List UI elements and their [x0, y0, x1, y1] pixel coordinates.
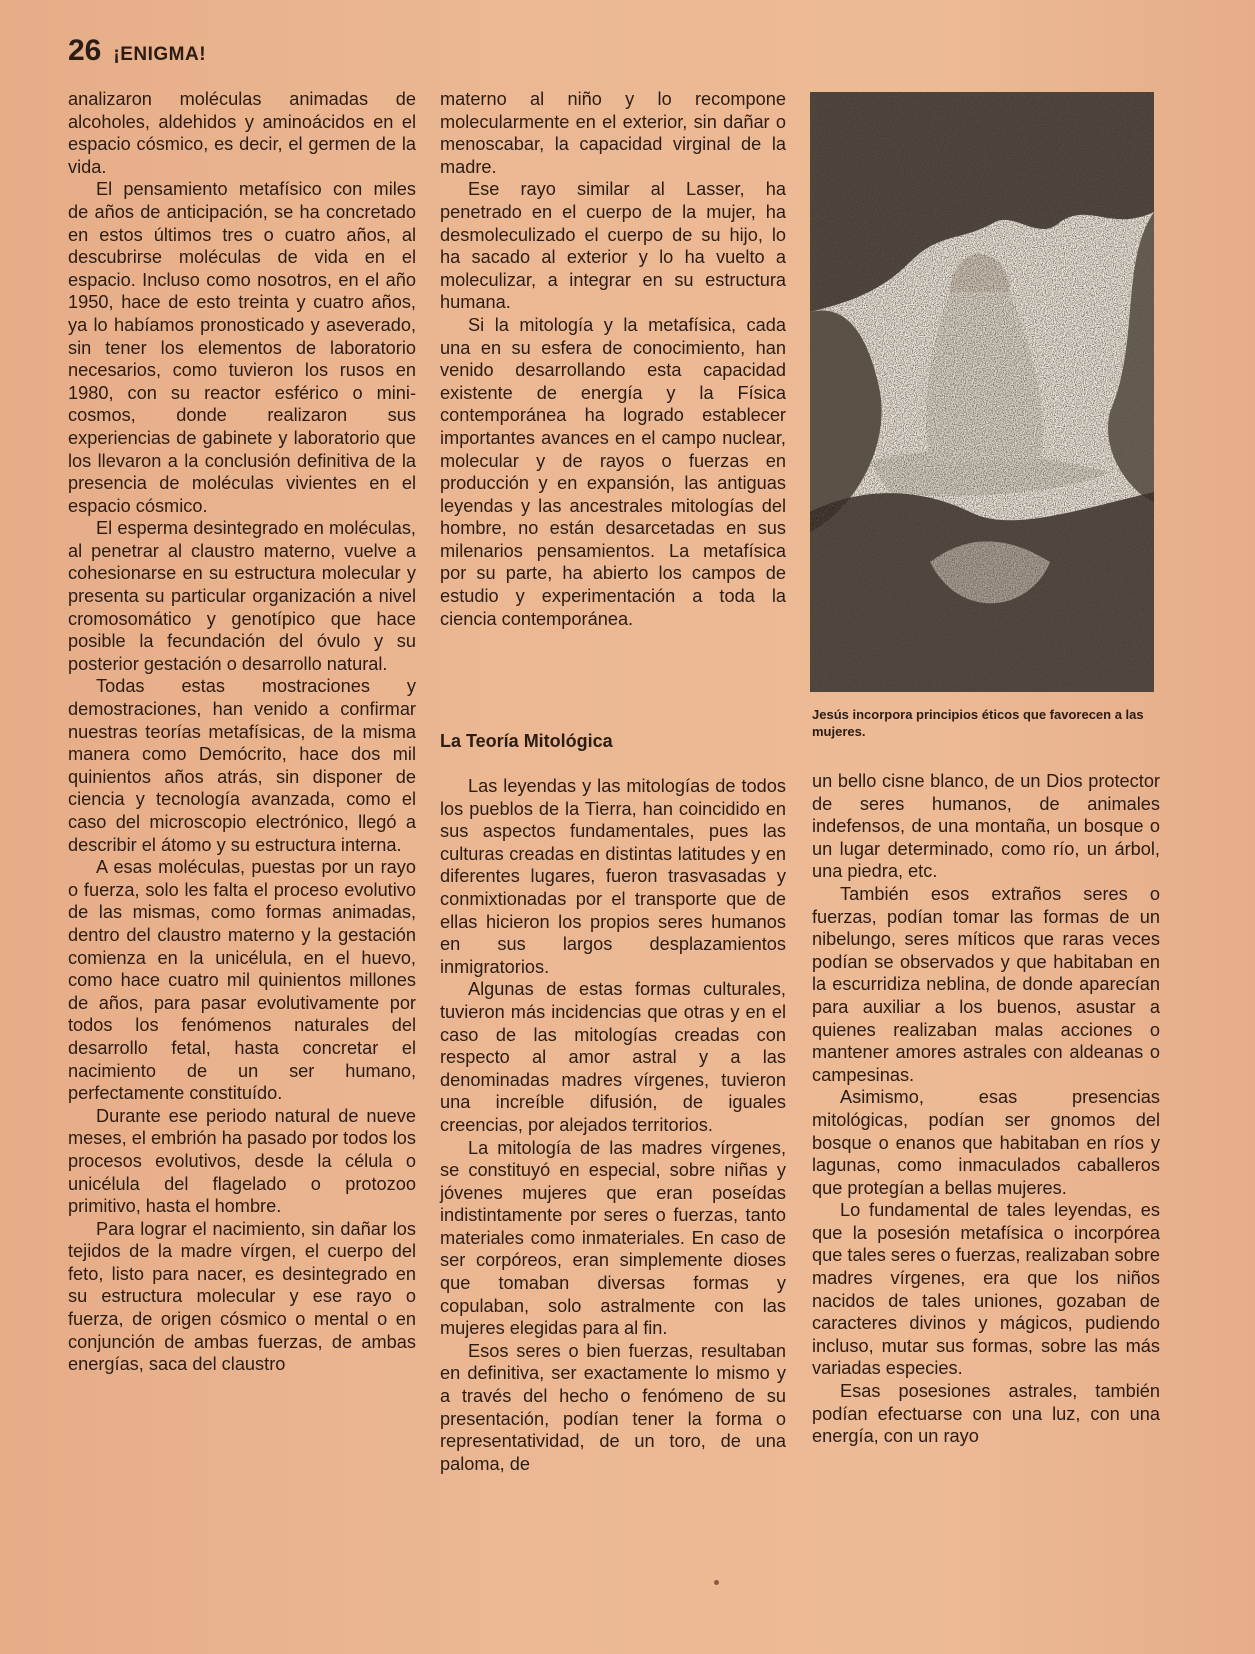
- paragraph: Todas estas mostraciones y demostraciones, han venido a confirmar nuestras teorías metafísicas, de la misma manera como Demócrito, hace dos mil quinientos años atrás, sin disponer de ciencia y tecnología avanzada, como el caso del microscopio electrónico, llegó a describir el átomo y su estructura interna.: [68, 676, 416, 855]
- photo-caption: Jesús incorpora principios éticos que favorecen a las mujeres.: [812, 707, 1144, 739]
- jesus-photo: [810, 92, 1154, 692]
- paragraph: Las leyendas y las mitologías de todos los pueblos de la Tierra, han coincidido en sus aspectos fundamentales, pues las culturas creadas en distintas latitudes y en diferentes lugares, fueron trasvasadas y conmixtionadas por el transporte que de ellas hicieron los propios seres humanos en sus largos desplazamientos inmigratorios.: [440, 776, 786, 977]
- paragraph: Si la mitología y la metafísica, cada una en su esfera de conocimiento, han venido desarrollando esta capacidad existente de energía y la Física contemporánea ha logrado establecer importantes avances en el campo nuclear, molecular y de rayos o fuerzas en producción y en expansión, las antiguas leyendas y las ancestrales mitologías del hombre, no están desarcetadas en sus milenarios pensamientos. La metafísica por su parte, ha abierto los campos de estudio y experimentación a toda la ciencia contemporánea.: [440, 314, 786, 629]
- paragraph: A esas moléculas, puestas por un rayo o fuerza, solo les falta el proceso evolutivo de las mismas, como formas animadas, dentro del claustro materno y la gestación comienza en la unicélula, en el huevo, como hace cuatro mil quinientos millones de años, para pasar evolutivamente por todos los fenómenos naturales del desarrollo fetal, hasta concretar el nacimiento de un ser humano, perfectamente constituído.: [68, 857, 416, 1104]
- magazine-name: ¡ENIGMA!: [113, 44, 207, 65]
- paragraph: Ese rayo similar al Lasser, ha penetrado en el cuerpo de la mujer, ha desmoleculizado el cuerpo de su hijo, lo ha sacado al exterior y lo ha vuelto a moleculizar, a integrar en su estructura humana.: [440, 179, 786, 313]
- photo-illustration: [810, 92, 1154, 692]
- paragraph: Para lograr el nacimiento, sin dañar los tejidos de la madre vírgen, el cuerpo del feto, listo para nacer, es desintegrado en su estructura molecular y ese rayo o fuerza, de origen cósmico o mental o en conjunción de ambas fuerzas, de ambas energías, saca del claustro: [68, 1218, 416, 1375]
- page-header: [68, 34, 206, 68]
- paragraph: Durante ese periodo natural de nueve meses, el embrión ha pasado por todos los procesos evolutivos, desde la célula o unicélula del flagelado o protozoo primitivo, hasta el hombre.: [68, 1105, 416, 1217]
- paragraph: Lo fundamental de tales leyendas, es que la posesión metafísica o incorpórea que tales seres o fuerzas, realizaban sobre madres vírgenes, era que los niños nacidos de tales uniones, gozaban de caracteres divinos y mágicos, pudiendo incluso, mutar sus formas, sobre las más variadas especies.: [812, 1200, 1160, 1379]
- page-number: 26: [68, 34, 102, 67]
- column-2-top: [440, 88, 786, 630]
- paragraph: También esos extraños seres o fuerzas, podían tomar las formas de un nibelungo, seres míticos que raras veces podían se observados y que habitaban en la escurridiza neblina, de donde aparecían para auxiliar a los buenos, asustar a quienes realizaban malas acciones o mantener amores astrales con aldeanas o campesinas.: [812, 883, 1160, 1085]
- paragraph: un bello cisne blanco, de un Dios protector de seres humanos, de animales indefensos, de una montaña, un bosque o un lugar determinado, como río, un árbol, una piedra, etc.: [812, 771, 1160, 882]
- section-heading: La Teoría Mitológica: [440, 731, 613, 751]
- paragraph: Esos seres o bien fuerzas, resultaban en definitiva, ser exactamente lo mismo y a través del hecho o fenómeno de su presentación, podían tener la forma o representatividad, de un toro, de una paloma, de: [440, 1340, 786, 1474]
- paragraph: Algunas de estas formas culturales, tuvieron más incidencias que otras y en el caso de las mitologías creadas con respecto al amor astral y a las denominadas madres vírgenes, tuvieron una increíble difusión, de iguales creencias, por alejados territorios.: [440, 979, 786, 1135]
- paragraph: Esas posesiones astrales, también podían efectuarse con una luz, con una energía, con un rayo: [812, 1381, 1160, 1447]
- paragraph: La mitología de las madres vírgenes, se constituyó en especial, sobre niñas y jóvenes mujeres que eran poseídas indistintamente por seres o fuerzas, tanto materiales como inmateriales. En caso de ser corpóreos, eran simplemente dioses que tomaban diversas formas y copulaban, solo astralmente con las mujeres elegidas para al fin.: [440, 1137, 786, 1339]
- ink-speck: [714, 1580, 719, 1585]
- paragraph: materno al niño y lo recompone molecularmente en el exterior, sin dañar o menoscabar, la capacidad virginal de la madre.: [440, 89, 786, 177]
- paragraph: analizaron moléculas animadas de alcoholes, aldehidos y aminoácidos en el espacio cósmico, es decir, el germen de la vida.: [68, 89, 416, 177]
- paragraph: El esperma desintegrado en moléculas, al penetrar al claustro materno, vuelve a cohesionarse en su estructura molecular y presenta su particular organización a nivel cromosomático y genotípico que hace posible la fecundación del óvulo y su posterior gestación o desarrollo natural.: [68, 518, 416, 674]
- paragraph: Asimismo, esas presencias mitológicas, podían ser gnomos del bosque o enanos que habitaban en ríos y lagunas, como inmaculados caballeros que protegían a bellas mujeres.: [812, 1087, 1160, 1198]
- column-3: [812, 770, 1160, 1448]
- column-2-bottom: [440, 775, 786, 1475]
- column-1: [68, 88, 416, 1376]
- paragraph: El pensamiento metafísico con miles de años de anticipación, se ha concretado en estos últimos tres o cuatro años, al descubrirse moléculas de vida en el espacio. Incluso como nosotros, en el año 1950, hace de esto treinta y cuatro años, ya lo habíamos pronosticado y aseverado, sin tener los elementos de laboratorio necesarios, como tuvieron los rusos en 1980, con su reactor esférico o mini-cosmos, donde realizaron sus experiencias de gabinete y laboratorio que los llevaron a la conclusión definitiva de la presencia de moléculas vivientes en el espacio cósmico.: [68, 179, 416, 516]
